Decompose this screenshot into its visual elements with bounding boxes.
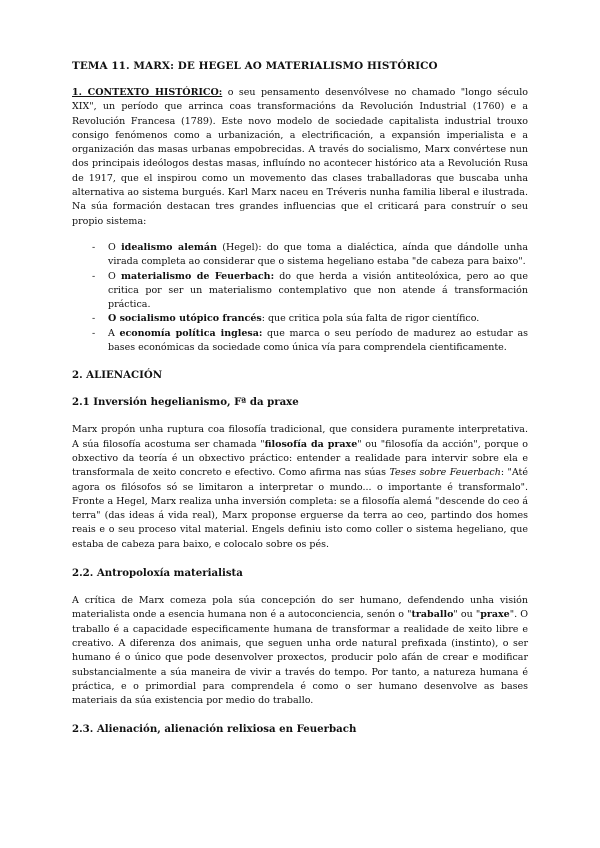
context-paragraph bbox=[72, 86, 528, 229]
subsection-heading-anthropology: 2.2. Antropoloxía materialista bbox=[72, 567, 243, 580]
context-body: o seu pensamento desenvólvese no chamado "longo século XIX", un período que arrinca coas transformacións da Revolución Industrial (1760) e a Revolución Francesa (1789). Este novo modelo de sociedade capitalista industrial trouxo consigo fenómenos como a urbanización, a electrificación, a expansión imperialista e a organización das masas urbanas empobrecidas. A través do socialismo, Marx convértese nun dos principais ideólogos destas masas, influíndo no acontecer histórico ata a Revolución Rusa de 1917, que el inspirou como un movemento das clases traballadoras que buscaba unha alternativa ao sistema burgués. Karl Marx naceu en Tréveris nunha familia liberal e ilustrada. Na súa formación destacan tres grandes influencias que el criticará para construír o seu propio sistema: bbox=[72, 87, 528, 227]
anthropology-paragraph: A crítica de Marx comeza pola súa concepción do ser humano, defendendo unha visión materialista onde a esencia humana non é a autoconciencia, senón o "traballo" ou "praxe". O traballo é a capacidade especificamente humana de transformar a realidade de xeito libre e creativo. A diferenza dos animais, que seguen unha orde natural prefixada (instinto), o ser humano é o único que pode desenvolver proxectos, producir polo afán de crear e modificar substancialmente a súa maneira de vivir a través do tempo. Por tanto, a natureza humana é práctica, e o primordial para comprendela é como o ser humano desenvolve as bases materiais da súa existencia por medio do traballo. bbox=[72, 595, 529, 707]
context-heading: 1. CONTEXTO HISTÓRICO: bbox=[72, 87, 223, 98]
subsection-heading-alienation: 2.3. Alienación, alienación relixiosa en Feuerbach bbox=[72, 723, 357, 736]
document-page bbox=[72, 60, 528, 735]
list-item: - O idealismo alemán (Hegel): do que toma a dialéctica, aínda que dándolle unha virada completa ao considerar que o sistema hegeliano estaba "de cabeza para baixo". bbox=[92, 241, 528, 268]
document-title: TEMA 11. MARX: DE HEGEL AO MATERIALISMO HISTÓRICO bbox=[72, 60, 438, 72]
praxis-paragraph: Marx propón unha ruptura coa filosofía tradicional, que considera puramente interpretativa. A súa filosofía acostuma ser chamada "filosofía da praxe" ou "filosofía da acción", porque o obxectivo da teoría é un obxectivo práctico: entender a realidade para intervir sobre ela e transformala de xeito concreto e efectivo. Como afirma nas súas Teses sobre Feuerbach: "Até agora os filósofos só se limitaron a interpretar o mundo... o importante é transformalo". Fronte a Hegel, Marx realiza unha inversión completa: se a filosofía alemá "descende do ceo á terra" (das ideas á vida real), Marx proponse erguerse da terra ao ceo, partindo dos homes reais e o seu proceso vital material. Engels definiu isto como coller o sistema hegeliano, que estaba de cabeza para baixo, e colocalo sobre os pés. bbox=[72, 424, 528, 550]
section-heading-alienation: 2. ALIENACIÓN bbox=[72, 369, 163, 382]
subsection-heading-praxis: 2.1 Inversión hegelianismo, Fª da praxe bbox=[72, 396, 299, 409]
influences-list bbox=[72, 241, 528, 355]
list-item: - O socialismo utópico francés: que critica pola súa falta de rigor científico. bbox=[92, 313, 480, 325]
list-item: - O materialismo de Feuerbach: do que herda a visión antiteolóxica, pero ao que critica por ser un materialismo contemplativo que non atende á transformación práctica. bbox=[92, 270, 528, 311]
list-item: - A economía política inglesa: que marca o seu período de madurez ao estudar as bases económicas da sociedade como única vía para comprendela cientificamente. bbox=[92, 327, 528, 354]
